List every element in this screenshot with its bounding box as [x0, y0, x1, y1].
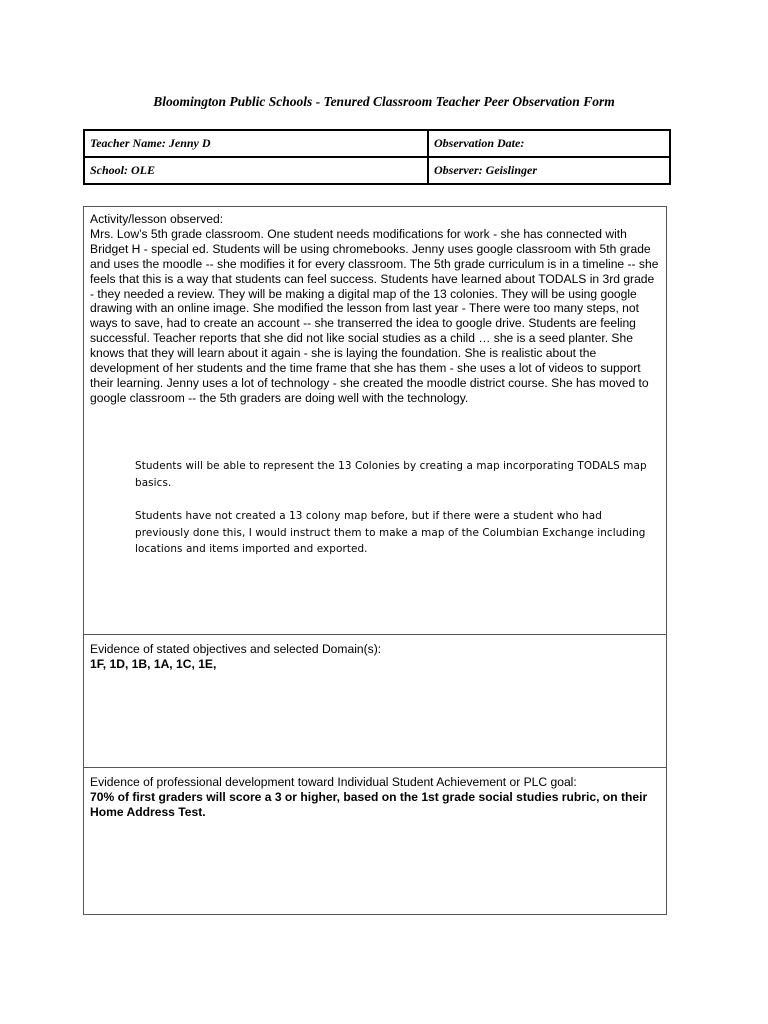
- header-row: [84, 157, 670, 184]
- evidence-development-section: [83, 767, 667, 915]
- header-info-table: [83, 129, 671, 185]
- activity-label: Activity/lesson observed:: [90, 212, 224, 226]
- form-title: Bloomington Public Schools - Tenured Classroom Teacher Peer Observation Form: [153, 94, 615, 109]
- objective-2: Students have not created a 13 colony map before, but if there were a student who had previously done this, I would instruct them to make a map of the Columbian Exchange including locations and items imported and exported.: [135, 510, 646, 556]
- school-field: School: OLE: [84, 157, 428, 184]
- header-row: [84, 130, 670, 157]
- evidence-objectives-label: Evidence of stated objectives and selected Domain(s):: [90, 642, 382, 656]
- evidence-objectives-section: [83, 634, 667, 768]
- evidence-development-label: Evidence of professional development toward Individual Student Achievement or PLC goal:: [90, 775, 577, 789]
- teacher-name-field: Teacher Name: Jenny D: [84, 130, 428, 157]
- activity-section: [83, 206, 667, 635]
- evidence-development-goal: 70% of first graders will score a 3 or higher, based on the 1st grade social studies rubric, on their Home Address Test.: [90, 789, 648, 819]
- observer-field: Observer: Geislinger: [428, 157, 670, 184]
- evidence-objectives-domains: 1F, 1D, 1B, 1A, 1C, 1E,: [90, 656, 217, 671]
- activity-text: Mrs. Low’s 5th grade classroom. One student needs modifications for work - she has connected with Bridget H - special ed. Students will be using chromebooks. Jenny uses google classroom with 5th grade and uses the moodle -- she modifies it for every classroom. The 5th grade curriculum is in a timeline -- she feels that this is a way that students can feel success. Students have learned about TODALS in 3rd grade - they needed a review. They will be making a digital map of the 13 colonies. They will be using google drawing with an online image. She modified the lesson from last year - There were too many steps, not ways to save, had to create an account -- she transerred the idea to google drive. Students are feeling successful. Teacher reports that she did not like social studies as a child … she is a seed planter. She knows that they will learn about it again - she is laying the foundation. She is realistic about the development of her students and the time frame that she has them - she uses a lot of videos to support their learning. Jenny uses a lot of technology - she created the moodle district course. She has moved to google classroom -- the 5th graders are doing well with the technology.: [90, 226, 659, 405]
- objective-1: Students will be able to represent the 13 Colonies by creating a map incorporating TODALS map basics.: [135, 460, 647, 489]
- observation-date-field: Observation Date:: [428, 130, 670, 157]
